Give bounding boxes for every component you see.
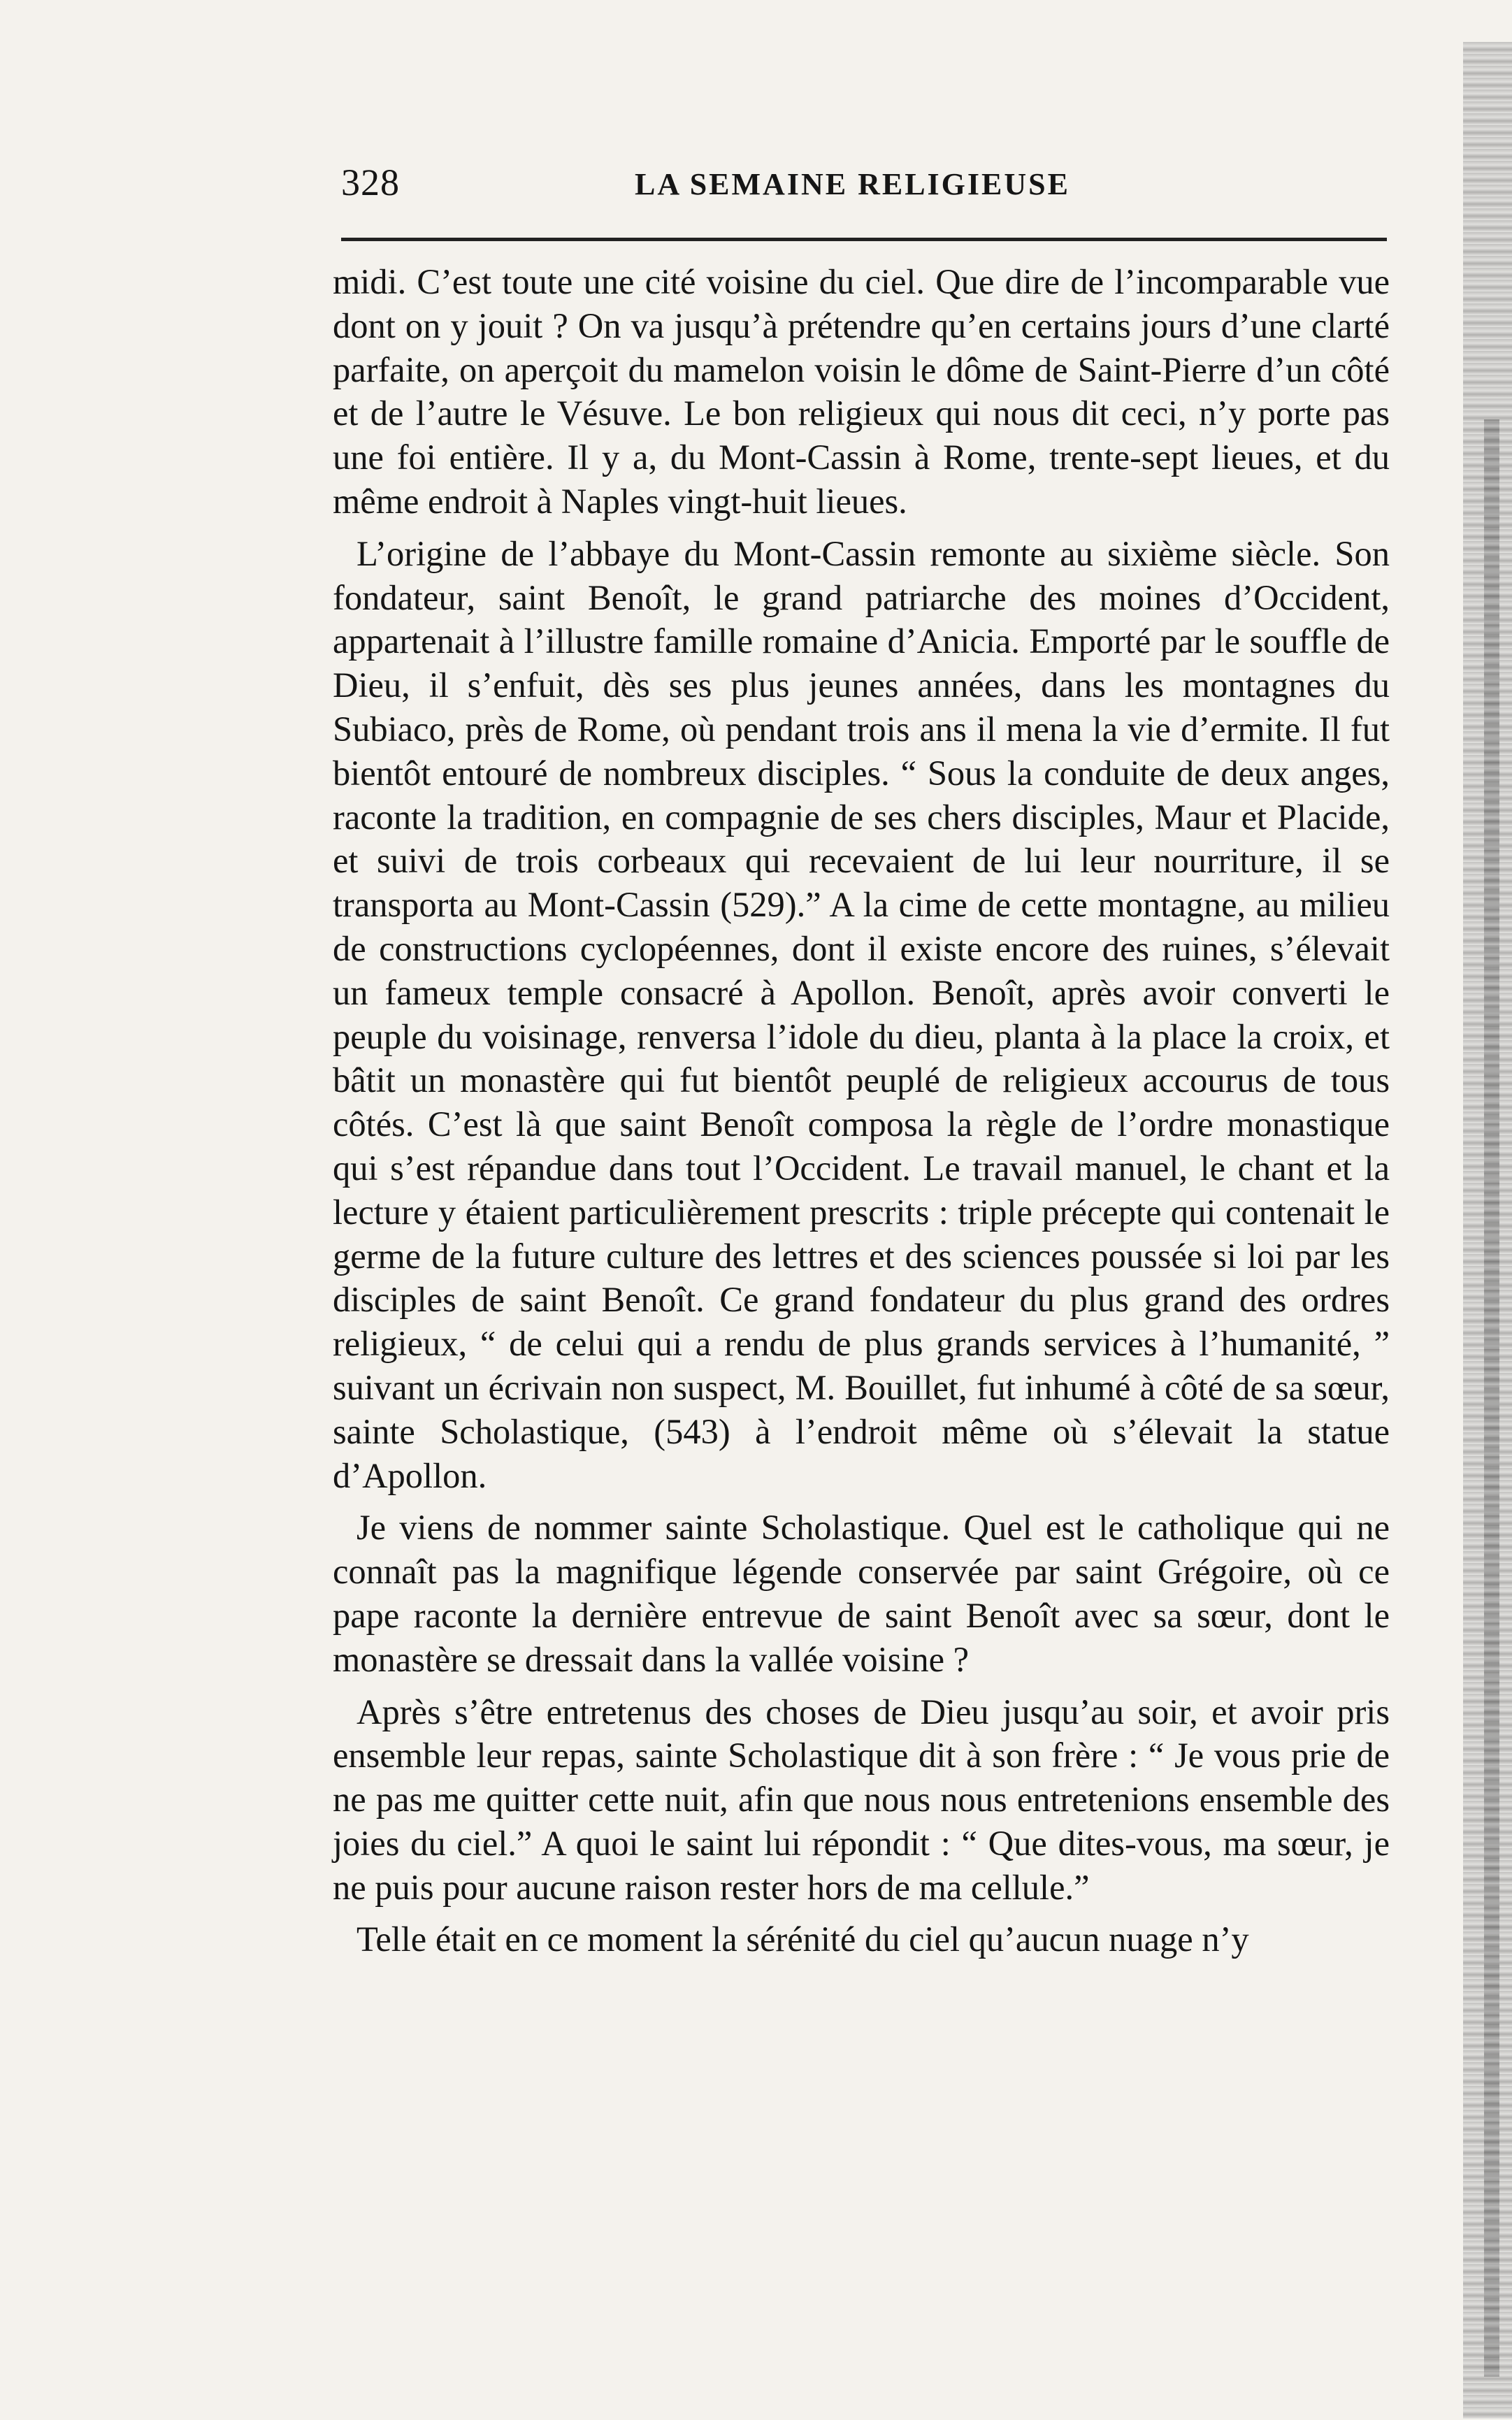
page-number: 328 (341, 161, 400, 203)
scan-binding-shadow (1484, 419, 1499, 2377)
page-header (341, 161, 1387, 217)
paragraph-4: Après s’être entretenus des choses de Dieu jusqu’au soir, et avoir pris ensemble leur repas, sainte Scholastique dit à son frère : “ Je vous prie de ne pas me quitter cette nuit, afin que nous nous entretenions ensemble des joies du ciel.” A quoi le saint lui répondit : “ Que dites-vous, ma sœur, je ne puis pour aucune raison rester hors de ma cellule.” (333, 1692, 1390, 1907)
paragraph-1: midi. C’est toute une cité voisine du ciel. Que dire de l’incomparable vue dont on y jouit ? On va jusqu’à prétendre qu’en certains jours d’une clarté parfaite, on aperçoit du mamelon voisin le dôme de Saint-Pierre d’un côté et de l’autre le Vésuve. Le bon religieux qui nous dit ceci, n’y porte pas une foi entière. Il y a, du Mont-Cassin à Rome, trente-sept lieues, et du même endroit à Naples vingt-huit lieues. (333, 262, 1390, 521)
header-rule (341, 238, 1387, 241)
body-text (333, 260, 1390, 1961)
paragraph-2: L’origine de l’abbaye du Mont-Cassin remonte au sixième siècle. Son fondateur, saint Benoît, le grand patriarche des moines d’Occident, appartenait à l’illustre famille romaine d’Anicia. Emporté par le souffle de Dieu, il s’enfuit, dès ses plus jeunes années, dans les montagnes du Subiaco, près de Rome, où pendant trois ans il mena la vie d’ermite. Il fut bientôt entouré de nombreux disciples. “ Sous la conduite de deux anges, raconte la tradition, en compagnie de ses chers disciples, Maur et Placide, et suivi de trois corbeaux qui recevaient de lui leur nourriture, il se transporta au Mont-Cassin (529).” A la cime de cette montagne, au milieu de constructions cyclopéennes, dont il existe encore des ruines, s’élevait un fameux temple consacré à Apollon. Benoît, après avoir converti le peuple du voisinage, renversa l’idole du dieu, planta à la place la croix, et bâtit un monastère qui fut bientôt peuplé de religieux accourus de tous côtés. C’est là que saint Benoît composa la règle de l’ordre monastique qui s’est répandue dans tout l’Occident. Le travail manuel, le chant et la lecture y étaient particulièrement prescrits : triple précepte qui contenait le germe de la future culture des lettres et des sciences poussée si loi par les disciples de saint Benoît. Ce grand fondateur du plus grand des ordres religieux, “ de celui qui a rendu de plus grands services à l’humanité, ” suivant un écrivain non suspect, M. Bouillet, fut inhumé à côté de sa sœur, sainte Scholastique, (543) à l’endroit même où s’élevait la statue d’Apollon. (333, 533, 1390, 1495)
paragraph-5: Telle était en ce moment la sérénité du ciel qu’aucun nuage n’y (357, 1920, 1249, 1959)
paragraph-3: Je viens de nommer sainte Scholastique. Quel est le catholique qui ne connaît pas la magnifique légende conservée par saint Grégoire, où ce pape raconte la dernière entrevue de saint Benoît avec sa sœur, dont le monastère se dressait dans la vallée voisine ? (333, 1508, 1390, 1679)
running-title: LA SEMAINE RELIGIEUSE (635, 167, 1070, 201)
